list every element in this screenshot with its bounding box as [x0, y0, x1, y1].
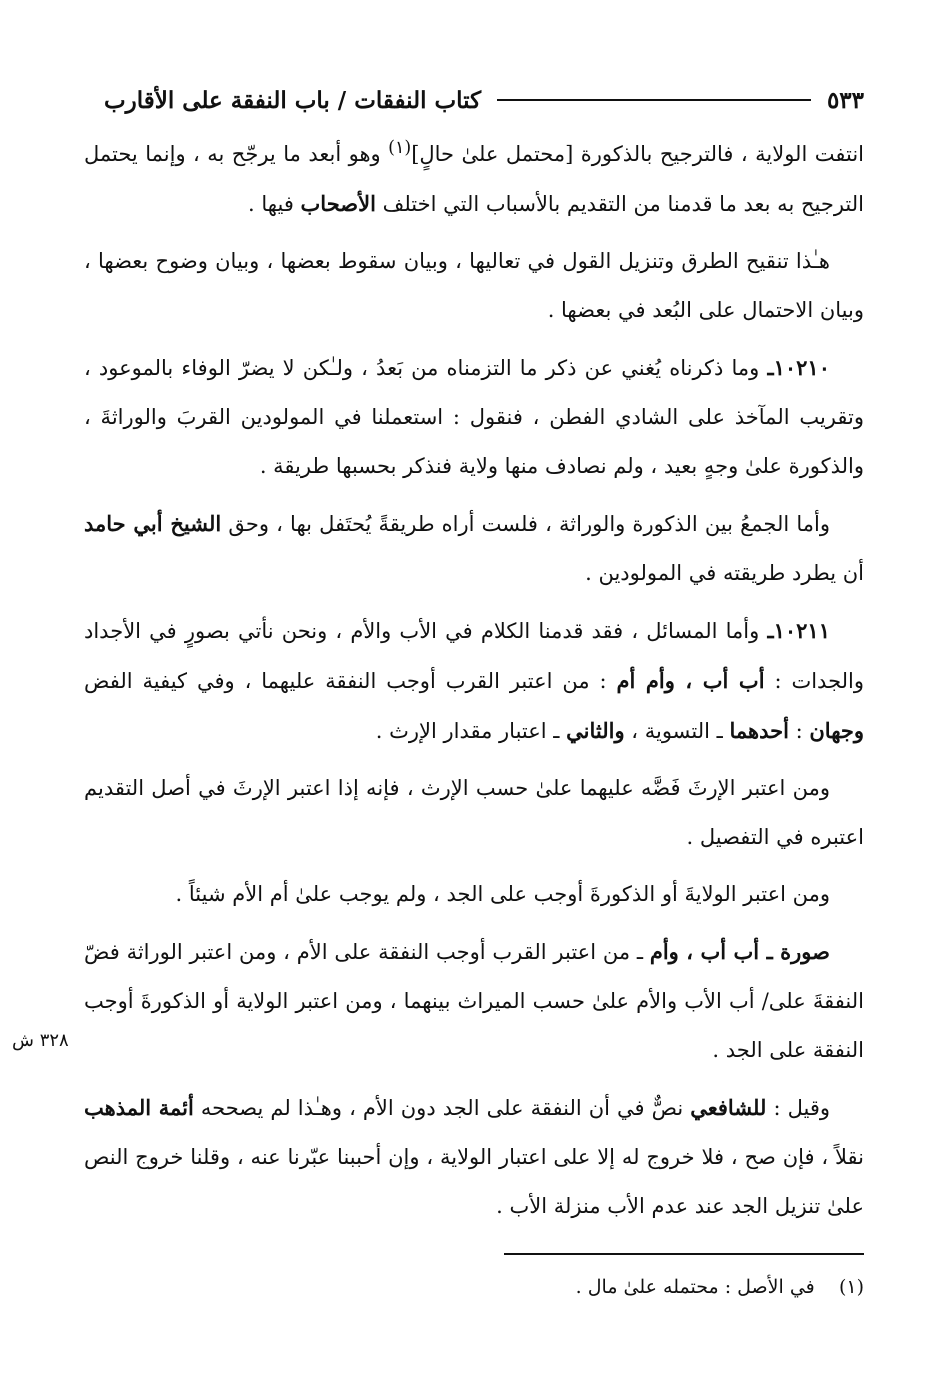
footnote-marker: (١) — [388, 138, 412, 158]
footnote-separator — [504, 1253, 864, 1255]
bold-term: صورة ـ أب أب ، وأم — [649, 939, 830, 964]
text-run: وأما الجمعُ بين الذكورة والوراثة ، فلست أراه طريقةً يُحتَفل بها ، وحق — [221, 512, 830, 536]
paragraph — [84, 237, 864, 335]
bold-term: الأصحاب — [300, 191, 376, 216]
text-run: انتفت الولاية ، فالترجيح بالذكورة [محتمل علىٰ حالٍ] — [411, 142, 864, 166]
text-run: نقلاً ، فإن صح ، فلا خروج له إلا على اعتبار الولاية ، وإن أحببنا عبّرنا عنه ، وقلنا خروج النص علىٰ تنزيل الجد عند عدم الأب منزلة الأب . — [84, 1145, 864, 1218]
text-run: : من اعتبر القرب أوجب النفقة عليهما ، وفي كيفية الفض — [84, 669, 617, 693]
bold-term: ١٠٢١٠ـ — [767, 355, 830, 380]
text-run: أن يطرد طريقته في المولودين . — [585, 561, 864, 585]
page-number: ٥٣٣ — [826, 86, 864, 114]
bold-term: وجهان — [809, 718, 864, 743]
text-run: فيها . — [248, 192, 301, 216]
bold-term: للشافعي — [690, 1095, 767, 1120]
bold-term: أحدهما — [729, 718, 789, 743]
text-run: هـٰذا تنقيح الطرق وتنزيل القول في تعاليها ، وبيان سقوط بعضها ، وبيان وضوح بعضها ، وبيان الاحتمال على البُعد في بعضها . — [84, 249, 864, 322]
text-run: ـ من اعتبر القرب أوجب النفقة على الأم ، ومن اعتبر الوراثة فضّ النفقةَ على/ أب الأب والأم علىٰ حسب الميراث بينهما ، ومن اعتبر الولاية أو الذكورةَ أوجب النفقة على الجد . — [84, 940, 864, 1062]
running-header — [104, 80, 864, 120]
paragraph — [84, 343, 864, 491]
text-run: ـ التسوية ، — [624, 719, 730, 743]
bold-term: أب أب ، وأم أم — [616, 668, 765, 693]
bold-term: الشيخ أبي حامد — [84, 511, 222, 536]
text-run: وقيل : — [766, 1096, 830, 1120]
text-run: نصٌّ في أن النفقة على الجد دون الأم ، وهـٰذا لم يصححه — [193, 1096, 691, 1120]
paragraph — [84, 606, 864, 756]
text-run: : — [788, 719, 810, 743]
main-text — [84, 124, 864, 1239]
header-rule — [497, 99, 811, 101]
paragraph — [84, 927, 864, 1075]
text-run: وأما المسائل ، فقد قدمنا الكلام في الأب والأم ، ونحن نأتي بصورٍ في الأجداد والجدات : — [84, 619, 864, 693]
footnote — [300, 1276, 864, 1298]
bold-term: أئمة المذهب — [84, 1095, 194, 1120]
paragraph — [84, 124, 864, 229]
paragraph — [84, 870, 864, 919]
paragraph — [84, 1083, 864, 1231]
margin-page-reference: ٣٢٨ ش — [12, 1030, 69, 1051]
text-run: ومن اعتبر الولايةَ أو الذكورةَ أوجب على الجد ، ولم يوجب علىٰ أم الأم شيئاً . — [175, 882, 830, 906]
text-run: وهو أبعد ما يرجّح به ، وإنما يحتمل الترجيح به بعد ما قدمنا من التقديم بالأسباب التي اختلف — [84, 142, 864, 216]
text-run: وما ذكرناه يُغني عن ذكر ما التزمناه من بَعدُ ، ولـٰكن لا يضرّ الوفاء بالموعود ، وتقريب المآخذ على الشادي الفطن ، فنقول : استعملنا في المولودين القربَ والوراثةَ ، والذكورة علىٰ وجهٍ بعيد ، ولم نصادف منها ولاية فنذكر بحسبها طريقة . — [84, 356, 864, 478]
bold-term: ١٠٢١١ـ — [767, 618, 830, 643]
text-run: ومن اعتبر الإرثَ فَضَّه عليهما علىٰ حسب الإرث ، فإنه إذا اعتبر الإرثَ في أصل التقديم اعتبره في التفصيل . — [84, 776, 864, 849]
paragraph — [84, 764, 864, 862]
footnote-number: (١) — [838, 1276, 864, 1298]
header-title: كتاب النفقات / باب النفقة على الأقارب — [104, 86, 482, 114]
paragraph — [84, 499, 864, 598]
text-run: ـ اعتبار مقدار الإرث . — [375, 719, 567, 743]
bold-term: والثاني — [566, 718, 625, 743]
footnote-text: في الأصل : محتمله علىٰ مال . — [575, 1276, 815, 1298]
